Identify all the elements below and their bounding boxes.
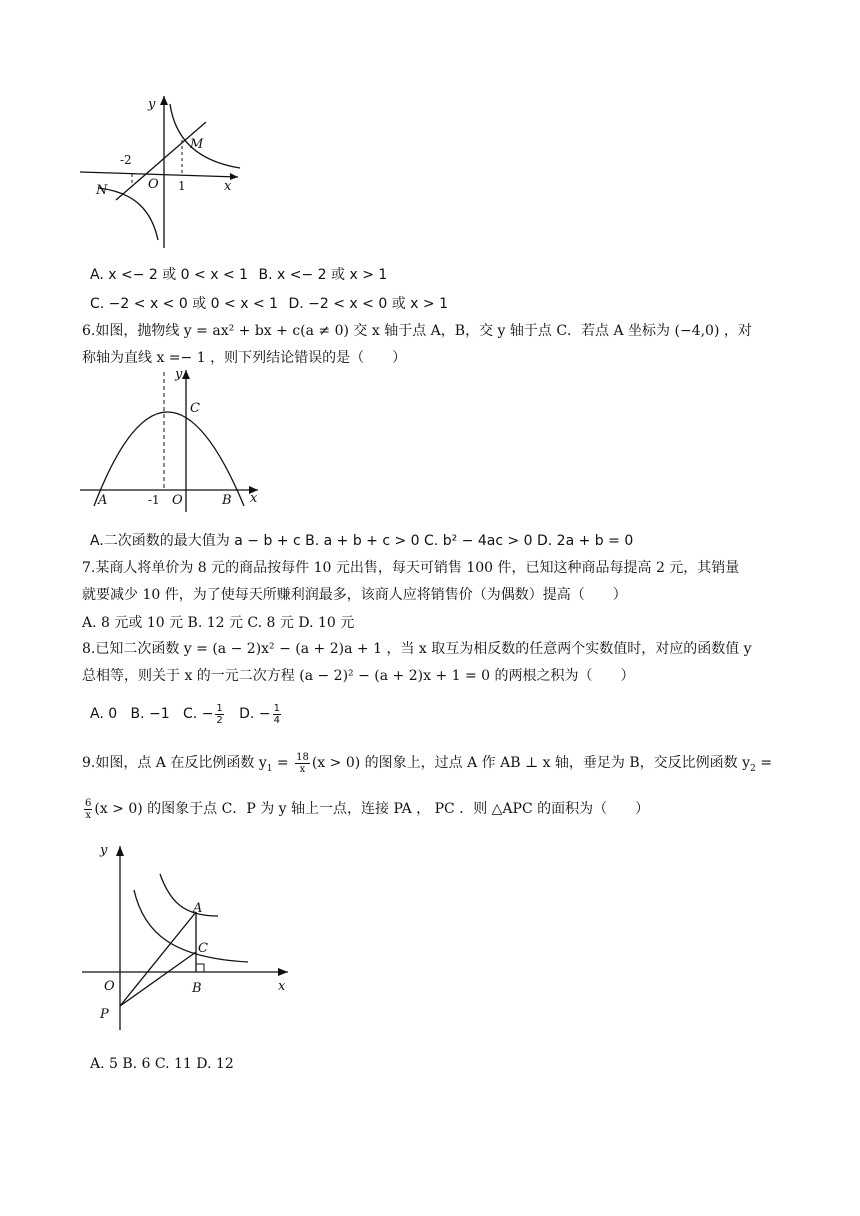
- q9-fraction-6-over-x: [84, 798, 92, 821]
- q9-sub1: 1: [266, 763, 273, 774]
- q8-c-denominator: 2: [216, 714, 223, 726]
- q5-tick-1: 1: [178, 179, 186, 193]
- q6-tick-minus1: -1: [148, 493, 160, 507]
- q7-options[interactable]: A. 8 元或 10 元 B. 12 元 C. 8 元 D. 10 元: [82, 615, 355, 631]
- q7-stem-line1: 7.某商人将单价为 8 元的商品按每件 10 元出售，每天可销售 100 件，已知这种商品每提高 2 元，其销量: [82, 560, 740, 576]
- q5-figure: [78, 92, 248, 252]
- q9-tail: =: [755, 755, 772, 771]
- q9-options[interactable]: A. 5 B. 6 C. 11 D. 12: [90, 1056, 234, 1072]
- q5-point-m: M: [190, 137, 204, 152]
- q6-point-b: B: [222, 493, 232, 508]
- q9-stem-line2-text: (x > 0) 的图象于点 C．P 为 y 轴上一点，连接 PA ， PC ．则 △APC 的面积为（ ）: [94, 801, 650, 817]
- q5-options-row1: [90, 265, 393, 285]
- q6-stem-line2: 称轴为直线 x =− 1 ，则下列结论错误的是（ ）: [82, 350, 407, 366]
- q8-option-a[interactable]: A. 0: [90, 706, 118, 722]
- q8-option-c-fraction: [215, 703, 223, 726]
- q8-option-d[interactable]: [239, 702, 283, 726]
- q9-eq: =: [272, 755, 294, 771]
- q9-figure: [78, 840, 298, 1040]
- q9-point-b: B: [192, 981, 202, 996]
- q8-d-numerator: 1: [273, 702, 280, 714]
- q9-stem-mid: (x > 0) 的图象上，过点 A 作 AB ⊥ x 轴，垂足为 B，交反比例函数 y: [311, 755, 751, 771]
- q8-option-b[interactable]: B. −1: [130, 706, 170, 722]
- q5-x-label: x: [224, 179, 232, 194]
- q5-option-d[interactable]: D. −2 < x < 0 或 x > 1: [288, 296, 448, 312]
- q5-options-row2: [90, 294, 454, 314]
- q9-stem-pre: 9.如图，点 A 在反比例函数 y: [82, 755, 267, 771]
- q9-fraction-18-over-x: [295, 752, 310, 775]
- q6-stem-line1: 6.如图，抛物线 y = ax² + bx + c(a ≠ 0) 交 x 轴于点 A，B，交 y 轴于点 C．若点 A 坐标为 (−4,0) ，对: [82, 323, 752, 339]
- q8-options: [90, 701, 283, 727]
- q5-point-n: N: [96, 183, 108, 198]
- q8-d-denominator: 4: [273, 714, 280, 726]
- q5-tick-minus2: -2: [120, 153, 132, 167]
- q9-f2-numerator: 6: [85, 797, 92, 809]
- q9-f1-numerator: 18: [296, 751, 309, 763]
- q8-option-c[interactable]: [183, 702, 226, 726]
- q8-option-d-label: D. −: [239, 706, 271, 722]
- q9-sub2: 2: [750, 763, 756, 774]
- q6-point-c: C: [190, 401, 200, 416]
- q8-stem-line2: 总相等，则关于 x 的一元二次方程 (a − 2)² − (a + 2)x + 1 = 0 的两根之积为（ ）: [82, 668, 635, 684]
- q9-f2-denominator: x: [85, 809, 91, 821]
- q6-options[interactable]: A.二次函数的最大值为 a − b + c B. a + b + c > 0 C. b² − 4ac > 0 D. 2a + b = 0: [90, 533, 634, 549]
- q9-point-a: A: [193, 901, 203, 916]
- q9-x-label: x: [278, 979, 286, 994]
- q9-origin-label: O: [104, 979, 115, 994]
- q5-option-b[interactable]: B. x <− 2 或 x > 1: [258, 267, 388, 283]
- q5-y-label: y: [148, 97, 156, 112]
- q9-stem-line1: [82, 750, 772, 782]
- q5-option-a[interactable]: A. x <− 2 或 0 < x < 1: [90, 267, 249, 283]
- q8-option-d-fraction: [273, 703, 281, 726]
- q5-origin-label: O: [148, 177, 159, 192]
- q6-point-a: A: [98, 493, 108, 508]
- q9-point-p: P: [100, 1007, 109, 1022]
- q9-y-label: y: [100, 843, 108, 858]
- q6-x-label: x: [250, 491, 258, 506]
- q7-stem-line2: 就要减少 10 件，为了使每天所赚利润最多，该商人应将销售价（为偶数）提高（ ）: [82, 587, 627, 603]
- q8-option-c-label: C. −: [183, 706, 214, 722]
- q6-y-label: y: [175, 367, 183, 382]
- q8-c-numerator: 1: [216, 702, 223, 714]
- q9-point-c: C: [198, 941, 208, 956]
- q9-f1-denominator: x: [299, 763, 306, 775]
- q8-stem-line1: 8.已知二次函数 y = (a − 2)x² − (a + 2)a + 1 ，当 x 取互为相反数的任意两个实数值时，对应的函数值 y: [82, 641, 752, 657]
- q5-option-c[interactable]: C. −2 < x < 0 或 0 < x < 1: [90, 296, 279, 312]
- q6-origin-label: O: [172, 493, 183, 508]
- q9-stem-line2: [82, 796, 649, 822]
- q6-figure: [78, 366, 268, 514]
